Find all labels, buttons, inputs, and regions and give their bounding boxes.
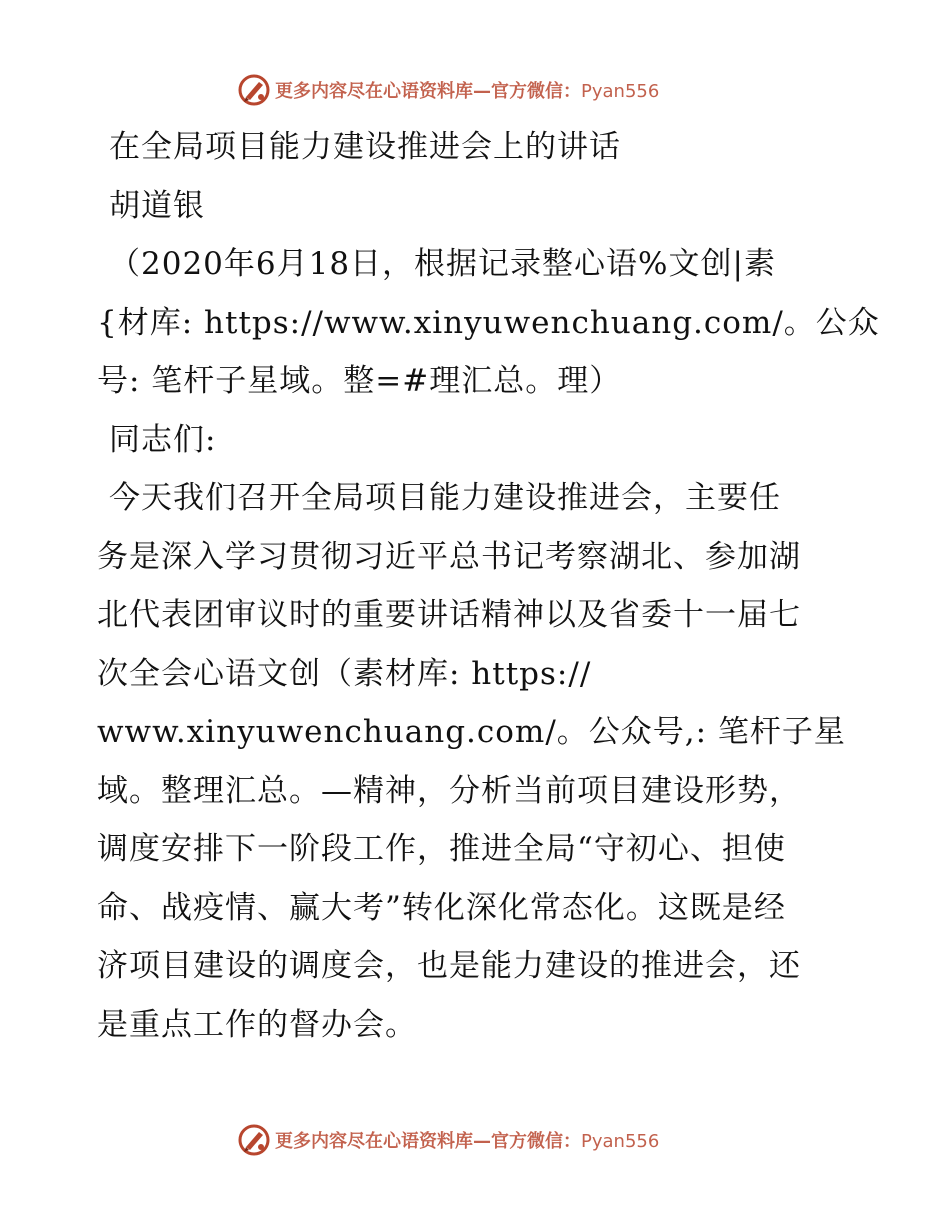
paragraph-line: 域。整理汇总。—精神，分析当前项目建设形势，	[97, 772, 801, 809]
note-line: {材库: https://www.xinyuwenchuang.com/。公众	[97, 304, 880, 341]
paragraph-line: 次全会心语文创（素材库: https://	[97, 655, 592, 692]
watermark-footer	[237, 1123, 659, 1157]
paragraph-line: 务是深入学习贯彻习近平总书记考察湖北、参加湖	[97, 538, 801, 575]
watermark-text	[275, 77, 659, 103]
watermark-label: 更多内容尽在心语资料库—官方微信：	[275, 81, 581, 102]
note-line: 号: 笔杆子星域。整=#理汇总。理）	[97, 363, 622, 399]
document-title: 在全局项目能力建设推进会上的讲话	[109, 129, 621, 165]
paragraph-line: 济项目建设的调度会，也是能力建设的推进会，还	[97, 948, 801, 984]
paragraph-line: 今天我们召开全局项目能力建设推进会，主要任	[109, 480, 781, 516]
paragraph-line: 命、战疫情、赢大考”转化深化常态化。这既是经	[97, 889, 786, 926]
pen-logo-icon	[237, 1123, 271, 1157]
paragraph-line: www.xinyuwenchuang.com/。公众号,: 笔杆子星	[97, 714, 846, 750]
watermark-label: 更多内容尽在心语资料库—官方微信：	[275, 1131, 581, 1152]
document-body	[97, 118, 880, 1054]
watermark-account: Pyan556	[581, 81, 660, 102]
pen-logo-icon	[237, 73, 271, 107]
salutation: 同志们:	[109, 421, 217, 458]
document-author: 胡道银	[109, 187, 205, 224]
paragraph-line: 北代表团审议时的重要讲话精神以及省委十一届七	[97, 597, 801, 633]
watermark-text	[275, 1127, 659, 1153]
paragraph-line: 是重点工作的督办会。	[97, 1006, 417, 1043]
note-line: （2020年6月18日，根据记录整心语%文创|素	[109, 246, 776, 282]
paragraph-line: 调度安排下一阶段工作，推进全局“守初心、担使	[97, 831, 786, 867]
watermark-account: Pyan556	[581, 1131, 660, 1152]
watermark-header	[237, 73, 659, 107]
